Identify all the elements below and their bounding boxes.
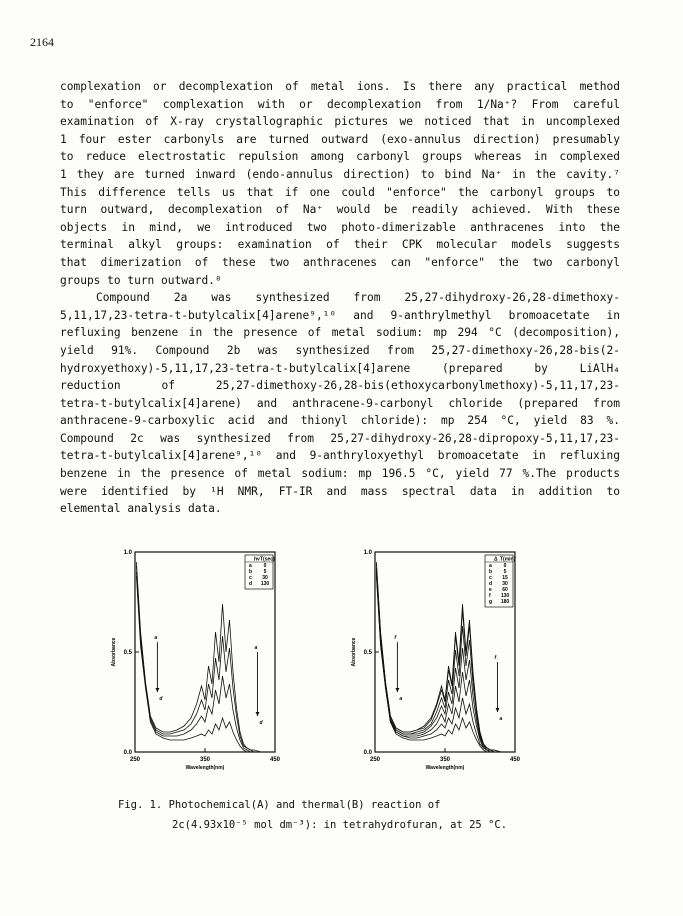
text-line: anthracene-9-carboxylic acid and thionyl chloride): mp 254 °C, yield 83 %. — [60, 414, 620, 428]
legend-key: d — [249, 581, 253, 587]
text-line: examination of X-ray crystallographic pictures we noticed that in uncomplexed — [60, 115, 620, 129]
x-tick-label: 350 — [199, 757, 211, 763]
text-line: Compound 2a was synthesized from 25,27-dihydroxy-26,28-dimethoxy- — [96, 291, 620, 305]
y-axis-title: Absorbance — [351, 637, 357, 667]
chart-panel-b — [340, 540, 540, 805]
text-line: terminal alkyl groups: examination of their CPK molecular models suggests — [60, 238, 620, 252]
x-axis-title: Wavelength(nm) — [185, 765, 225, 771]
text-line: to reduce electrostatic repulsion among carbonyl groups whereas in complexed — [60, 150, 620, 164]
text-line: turn outward, decomplexation of Na⁺ would be readily achieved. With these — [60, 203, 620, 217]
arrow-label: d — [159, 696, 163, 702]
page-number: 2164 — [30, 35, 54, 49]
x-tick-label: 250 — [369, 757, 381, 763]
text-line: Compound 2c was synthesized from 25,27-dihydroxy-26,28-dipropoxy-5,11,17,23- — [60, 431, 620, 445]
y-tick-label: 1.0 — [123, 550, 132, 556]
x-tick-label: 450 — [509, 757, 521, 763]
legend-value: 0 — [503, 563, 507, 569]
chart-a-svg — [100, 540, 300, 780]
legend-key: c — [249, 575, 252, 581]
text-line: complexation or decomplexation of metal ions. Is there any practical method — [60, 80, 620, 93]
arrow-label: d — [259, 720, 263, 726]
y-tick-label: 0.0 — [363, 750, 372, 756]
x-tick-label: 450 — [269, 757, 281, 763]
x-tick-label: 350 — [439, 757, 451, 763]
y-tick-label: 0.5 — [363, 650, 372, 656]
figure-caption — [118, 795, 618, 835]
legend-header: Δ — [494, 556, 498, 563]
text-line: yield 91%. Compound 2b was synthesized from 25,27-dimethoxy-26,28-bis(2- — [60, 343, 620, 357]
legend-value: 130 — [500, 593, 510, 599]
legend-value: 30 — [262, 575, 268, 581]
legend-key: a — [489, 563, 492, 569]
legend-value: 60 — [502, 587, 508, 593]
text-line: refluxing benzene in the presence of metal sodium: mp 294 °C (decomposition), — [60, 326, 620, 340]
arrow-label: a — [499, 716, 503, 722]
paragraph-2 — [60, 289, 620, 518]
text-line: to "enforce" complexation with or decomplexation from 1/Na⁺? From careful — [60, 97, 620, 111]
x-axis-title: Wavelength(nm) — [425, 765, 465, 771]
legend-key: e — [489, 587, 492, 593]
legend-value: 0 — [263, 563, 267, 569]
text-line: reduction of 25,27-dimethoxy-26,28-bis(ethoxycarbonylmethoxy)-5,11,17,23- — [60, 379, 620, 393]
legend-header: hν — [254, 556, 260, 563]
text-line: tetra-t-butylcalix[4]arene⁹,¹⁰ and 9-anthryloxyethyl bromoacetate in refluxing — [60, 449, 620, 463]
legend-key: b — [249, 569, 253, 575]
legend-key: c — [489, 575, 492, 581]
arrow-head — [395, 688, 399, 692]
text-line: were identified by ¹H NMR, FT-IR and mass spectral data in addition to — [60, 484, 620, 498]
legend-header: T(min) — [500, 556, 516, 563]
legend-value: 5 — [263, 569, 267, 575]
legend-value: 30 — [502, 581, 508, 587]
arrow-label: a — [399, 696, 403, 702]
legend-key: a — [249, 563, 252, 569]
caption-line-2: 2c(4.93x10⁻⁵ mol dm⁻³): in tetrahydrofuran, at 25 °C. — [172, 819, 508, 831]
arrow-label: a — [254, 645, 258, 651]
text-line: 1 they are turned inward (endo-annulus direction) to bind Na⁺ in the cavity.⁷ — [60, 167, 620, 181]
legend-value: 130 — [260, 581, 270, 587]
text-line: objects in mind, we introduced two photo-dimerizable anthracenes into the — [60, 220, 620, 234]
legend-key: f — [489, 593, 491, 599]
legend-key: g — [489, 599, 493, 605]
legend-value: 5 — [503, 569, 507, 575]
text-line: benzene in the presence of metal sodium: mp 196.5 °C, yield 77 %.The products — [60, 467, 620, 481]
chart-b-svg — [340, 540, 540, 780]
arrow-head — [256, 712, 260, 716]
arrow-head — [496, 708, 500, 712]
legend-key: b — [489, 569, 493, 575]
x-tick-label: 250 — [129, 757, 141, 763]
figure-1 — [100, 540, 560, 805]
text-line: hydroxyethoxy)-5,11,17,23-tetra-t-butylcalix[4]arene (prepared by LiAlH₄ — [60, 361, 620, 375]
arrow-label: a — [154, 635, 158, 641]
text-line: groups to turn outward.⁸ — [60, 273, 222, 287]
body-text — [60, 78, 620, 518]
text-line: that dimerization of these two anthracenes can "enforce" the two carbonyl — [60, 255, 620, 269]
y-tick-label: 1.0 — [363, 550, 372, 556]
arrow-label: f — [394, 635, 397, 641]
arrow-label: f — [494, 655, 497, 661]
text-line: 5,11,17,23-tetra-t-butylcalix[4]arene⁹,¹⁰ and 9-anthrylmethyl bromoacetate in — [60, 308, 620, 322]
arrow-head — [155, 688, 159, 692]
y-tick-label: 0.0 — [123, 750, 132, 756]
text-line: tetra-t-butylcalix[4]arene) and anthracene-9-carbonyl chloride (prepared from — [60, 396, 620, 410]
legend-value: 15 — [502, 575, 508, 581]
text-line: This difference tells us that if one could "enforce" the carbonyl groups to — [60, 185, 620, 199]
caption-line-1: Fig. 1. Photochemical(A) and thermal(B) reaction of — [118, 799, 441, 811]
text-line: 1 four ester carbonyls are turned outward (exo-annulus direction) presumably — [60, 132, 620, 146]
text-line: elemental analysis data. — [60, 502, 222, 516]
paragraph-1 — [60, 78, 620, 289]
legend-value: 180 — [500, 599, 510, 605]
legend-header: T(sec) — [260, 556, 275, 563]
y-axis-title: Absorbance — [111, 637, 117, 667]
legend-key: d — [489, 581, 493, 587]
chart-panel-a — [100, 540, 300, 805]
y-tick-label: 0.5 — [123, 650, 132, 656]
